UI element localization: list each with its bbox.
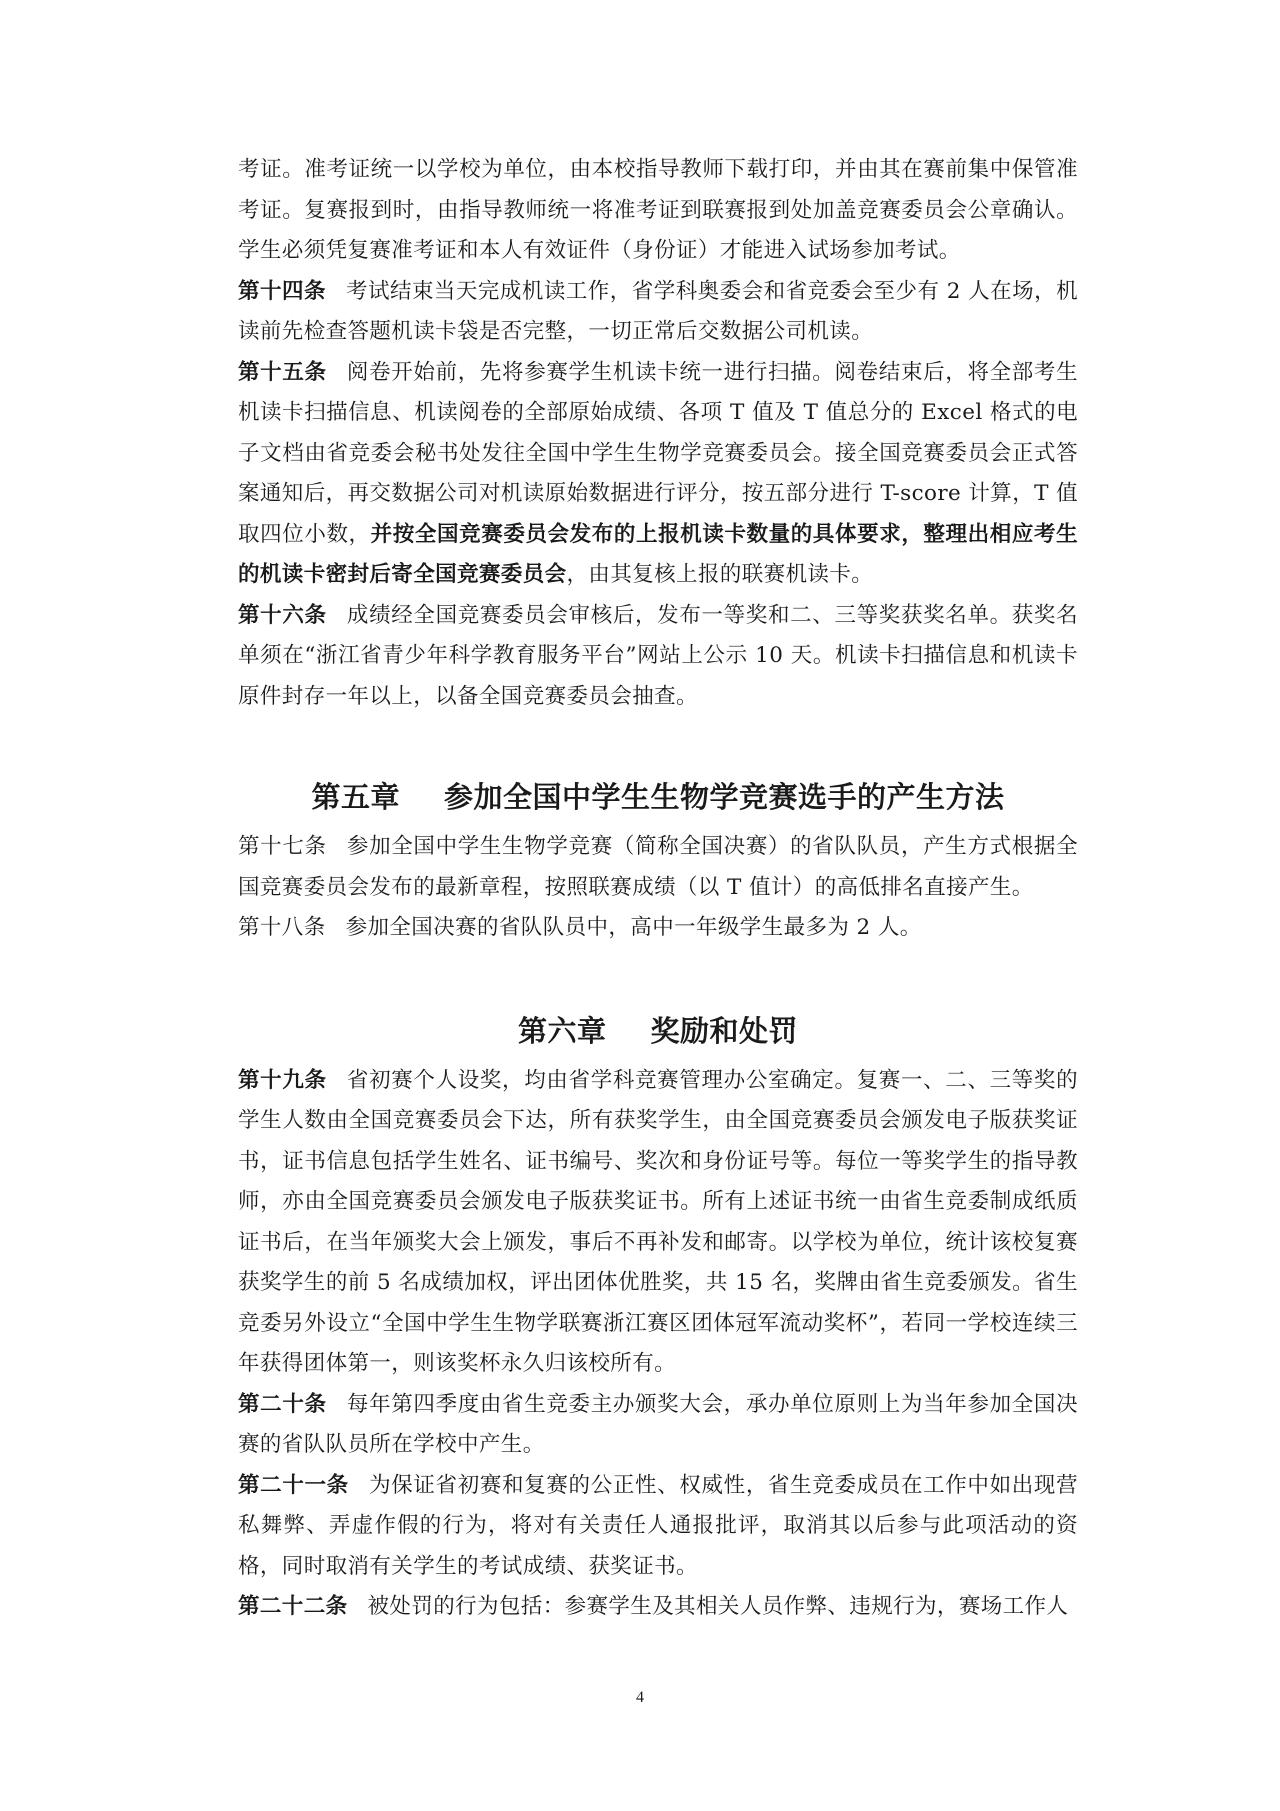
- page-number: 4: [636, 1689, 644, 1706]
- document-body: [238, 150, 1078, 1628]
- article-22-label: 第二十二条: [238, 1594, 348, 1619]
- article-20-text: 每年第四季度由省生竞委主办颁奖大会，承办单位原则上为当年参加全国决赛的省队队员所在学校中产生。: [238, 1391, 1078, 1457]
- article-16-text: 成绩经全国竞赛委员会审核后，发布一等奖和二、三等奖获奖名单。获奖名单须在“浙江省青少年科学教育服务平台”网站上公示 10 天。机读卡扫描信息和机读卡原件封存一年以上，以备全国竞赛委员会抽查。: [238, 602, 1078, 709]
- article-15-text-a: 阅卷开始前，先将参赛学生机读卡统一进行扫描。阅卷结束后，将全部考生机读卡扫描信息、机读阅卷的全部原始成绩、各项 T 值及 T 值总分的 Excel 格式的电子文档由省竞委会秘书处发往全国中学生生物学竞赛委员会。接全国竞赛委员会正式答案通知后，再交数据公司对机读原始数据进行评分，按五部分进行 T-score 计算，T 值取四位小数，: [238, 359, 1078, 547]
- article-17-label: 第十七条: [238, 834, 327, 859]
- chapter-6-number: 第六章: [517, 1013, 607, 1048]
- article-19-label: 第十九条: [238, 1067, 327, 1093]
- chapter-6-title: 奖励和处罚: [650, 1013, 799, 1048]
- article-20-label: 第二十条: [238, 1391, 327, 1417]
- intro-text: 考证。准考证统一以学校为单位，由本校指导教师下载打印，并由其在赛前集中保管准考证。复赛报到时，由指导教师统一将准考证到联赛报到处加盖竞赛委员会公章确认。学生必须凭复赛准考证和本人有效证件（身份证）才能进入试场参加考试。: [238, 157, 1078, 263]
- article-14: [238, 272, 1078, 353]
- article-16: [238, 596, 1078, 718]
- article-18-text: 参加全国决赛的省队队员中，高中一年级学生最多为 2 人。: [345, 915, 922, 940]
- chapter-5-heading: [238, 775, 1078, 819]
- article-15-text-b: ，由其复核上报的联赛机读卡。: [566, 562, 874, 587]
- article-18-label: 第十八条: [238, 915, 326, 940]
- article-15: [238, 353, 1078, 596]
- article-15-text-bold: 并按全国竞赛委员会发布的上报机读卡数量的具体要求，整理出相应考生的机读卡密封后寄全国竞赛委员会: [238, 521, 1078, 587]
- article-19-text: 省初赛个人设奖，均由省学科竞赛管理办公室确定。复赛一、二、三等奖的学生人数由全国竞赛委员会下达，所有获奖学生，由全国竞赛委员会颁发电子版获奖证书，证书信息包括学生姓名、证书编号、奖次和身份证号等。每位一等奖学生的指导教师，亦由全国竞赛委员会颁发电子版获奖证书。所有上述证书统一由省生竞委制成纸质证书后，在当年颁奖大会上颁发，事后不再补发和邮寄。以学校为单位，统计该校复赛获奖学生的前 5 名成绩加权，评出团体优胜奖，共 15 名，奖牌由省生竞委颁发。省生竞委另外设立“全国中学生生物学联赛浙江赛区团体冠军流动奖杯”，若同一学校连续三年获得团体第一，则该奖杯永久归该校所有。: [238, 1067, 1078, 1376]
- chapter-5-number: 第五章: [311, 780, 400, 814]
- article-21: [238, 1466, 1078, 1588]
- chapter-6-heading: [238, 1009, 1078, 1053]
- article-20: [238, 1385, 1078, 1466]
- article-17-text: 参加全国中学生生物学竞赛（简称全国决赛）的省队队员，产生方式根据全国竞赛委员会发布的最新章程，按照联赛成绩（以 T 值计）的高低排名直接产生。: [238, 834, 1078, 900]
- article-14-text: 考试结束当天完成机读工作，省学科奥委会和省竞委会至少有 2 人在场，机读前先检查答题机读卡袋是否完整，一切正常后交数据公司机读。: [238, 278, 1078, 344]
- intro-paragraph: [238, 150, 1078, 272]
- article-22: [238, 1587, 1078, 1628]
- article-21-label: 第二十一条: [238, 1472, 349, 1498]
- article-14-label: 第十四条: [238, 278, 326, 304]
- article-15-label: 第十五条: [238, 359, 327, 385]
- article-22-text: 被处罚的行为包括：参赛学生及其相关人员作弊、违规行为，赛场工作人: [367, 1594, 1069, 1619]
- article-18: [238, 908, 1078, 949]
- article-16-label: 第十六条: [238, 602, 327, 628]
- article-19: [238, 1061, 1078, 1385]
- article-17: [238, 827, 1078, 908]
- article-21-text: 为保证省初赛和复赛的公正性、权威性，省生竞委成员在工作中如出现营私舞弊、弄虚作假的行为，将对有关责任人通报批评，取消其以后参与此项活动的资格，同时取消有关学生的考试成绩、获奖证书。: [238, 1472, 1078, 1579]
- chapter-5-title: 参加全国中学生生物学竞赛选手的产生方法: [444, 780, 1005, 814]
